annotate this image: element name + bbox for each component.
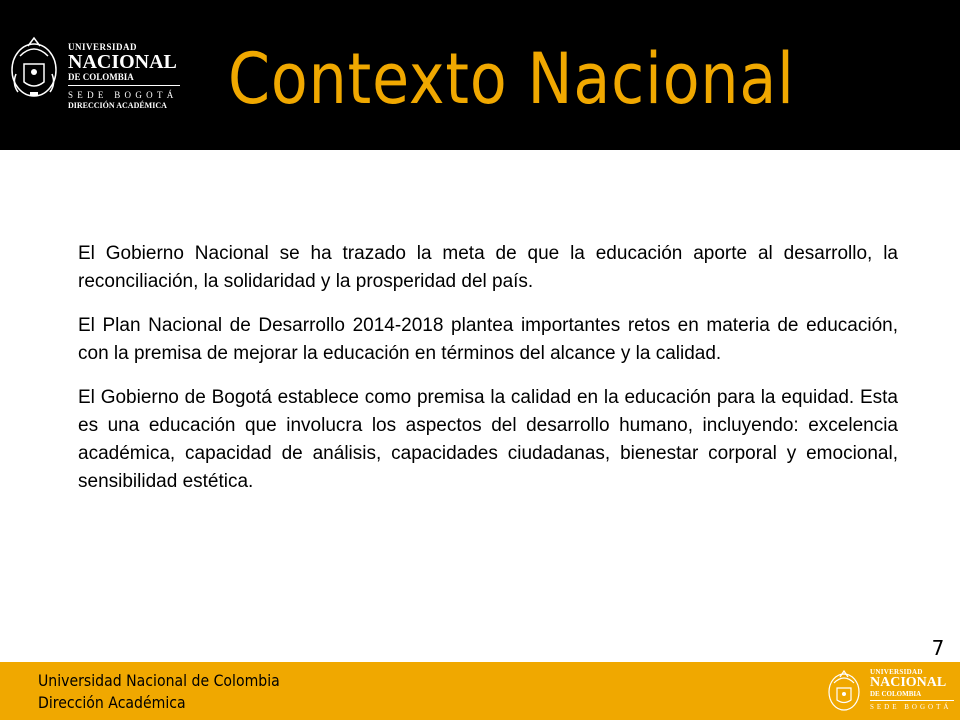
footer-logo-line-1: UNIVERSIDAD [870, 668, 923, 676]
footer-logo-line-2: NACIONAL [870, 675, 947, 690]
body-paragraph: El Gobierno Nacional se ha trazado la meta de que la educación aporte al desarrollo, la reconciliación, la solidaridad y la prosperidad del país. [78, 243, 898, 292]
university-seal-icon [4, 24, 64, 120]
page-number: 7 [931, 636, 945, 660]
logo-line-1: UNIVERSIDAD [68, 42, 138, 52]
slide-footer [0, 662, 960, 720]
logo-line-4: SEDE BOGOTÁ [68, 90, 178, 100]
logo-line-5: DIRECCIÓN ACADÉMICA [68, 101, 167, 110]
university-seal-icon [824, 665, 864, 719]
footer-logo-wordmark [870, 668, 954, 711]
slide-body [78, 240, 898, 512]
footer-logo-line-4: SEDE BOGOTÁ [870, 703, 952, 711]
body-paragraph: El Gobierno de Bogotá establece como premisa la calidad en la educación para la equidad. Esta es una educación que involucra los aspectos del desarrollo humano, incluyendo: excelencia académica, capacidad de análisis, capacidades ciudadanas, bienestar corporal y emocional, sensibilidad estética. [78, 387, 898, 492]
body-paragraph: El Plan Nacional de Desarrollo 2014-2018 plantea importantes retos en materia de educación, con la premisa de mejorar la educación en términos del alcance y la calidad. [78, 315, 898, 364]
logo-line-3: DE COLOMBIA [68, 72, 180, 86]
logo-wordmark [68, 24, 198, 110]
footer-line-2: Dirección Académica [38, 693, 186, 712]
logo-line-2: NACIONAL [68, 51, 177, 73]
slide-header [0, 0, 960, 150]
footer-text [38, 670, 280, 714]
university-logo [4, 24, 194, 120]
footer-logo-line-3: DE COLOMBIA [870, 690, 954, 701]
footer-logo [824, 664, 960, 720]
slide-title: Contexto Nacional [228, 38, 795, 120]
footer-line-1: Universidad Nacional de Colombia [38, 671, 280, 690]
